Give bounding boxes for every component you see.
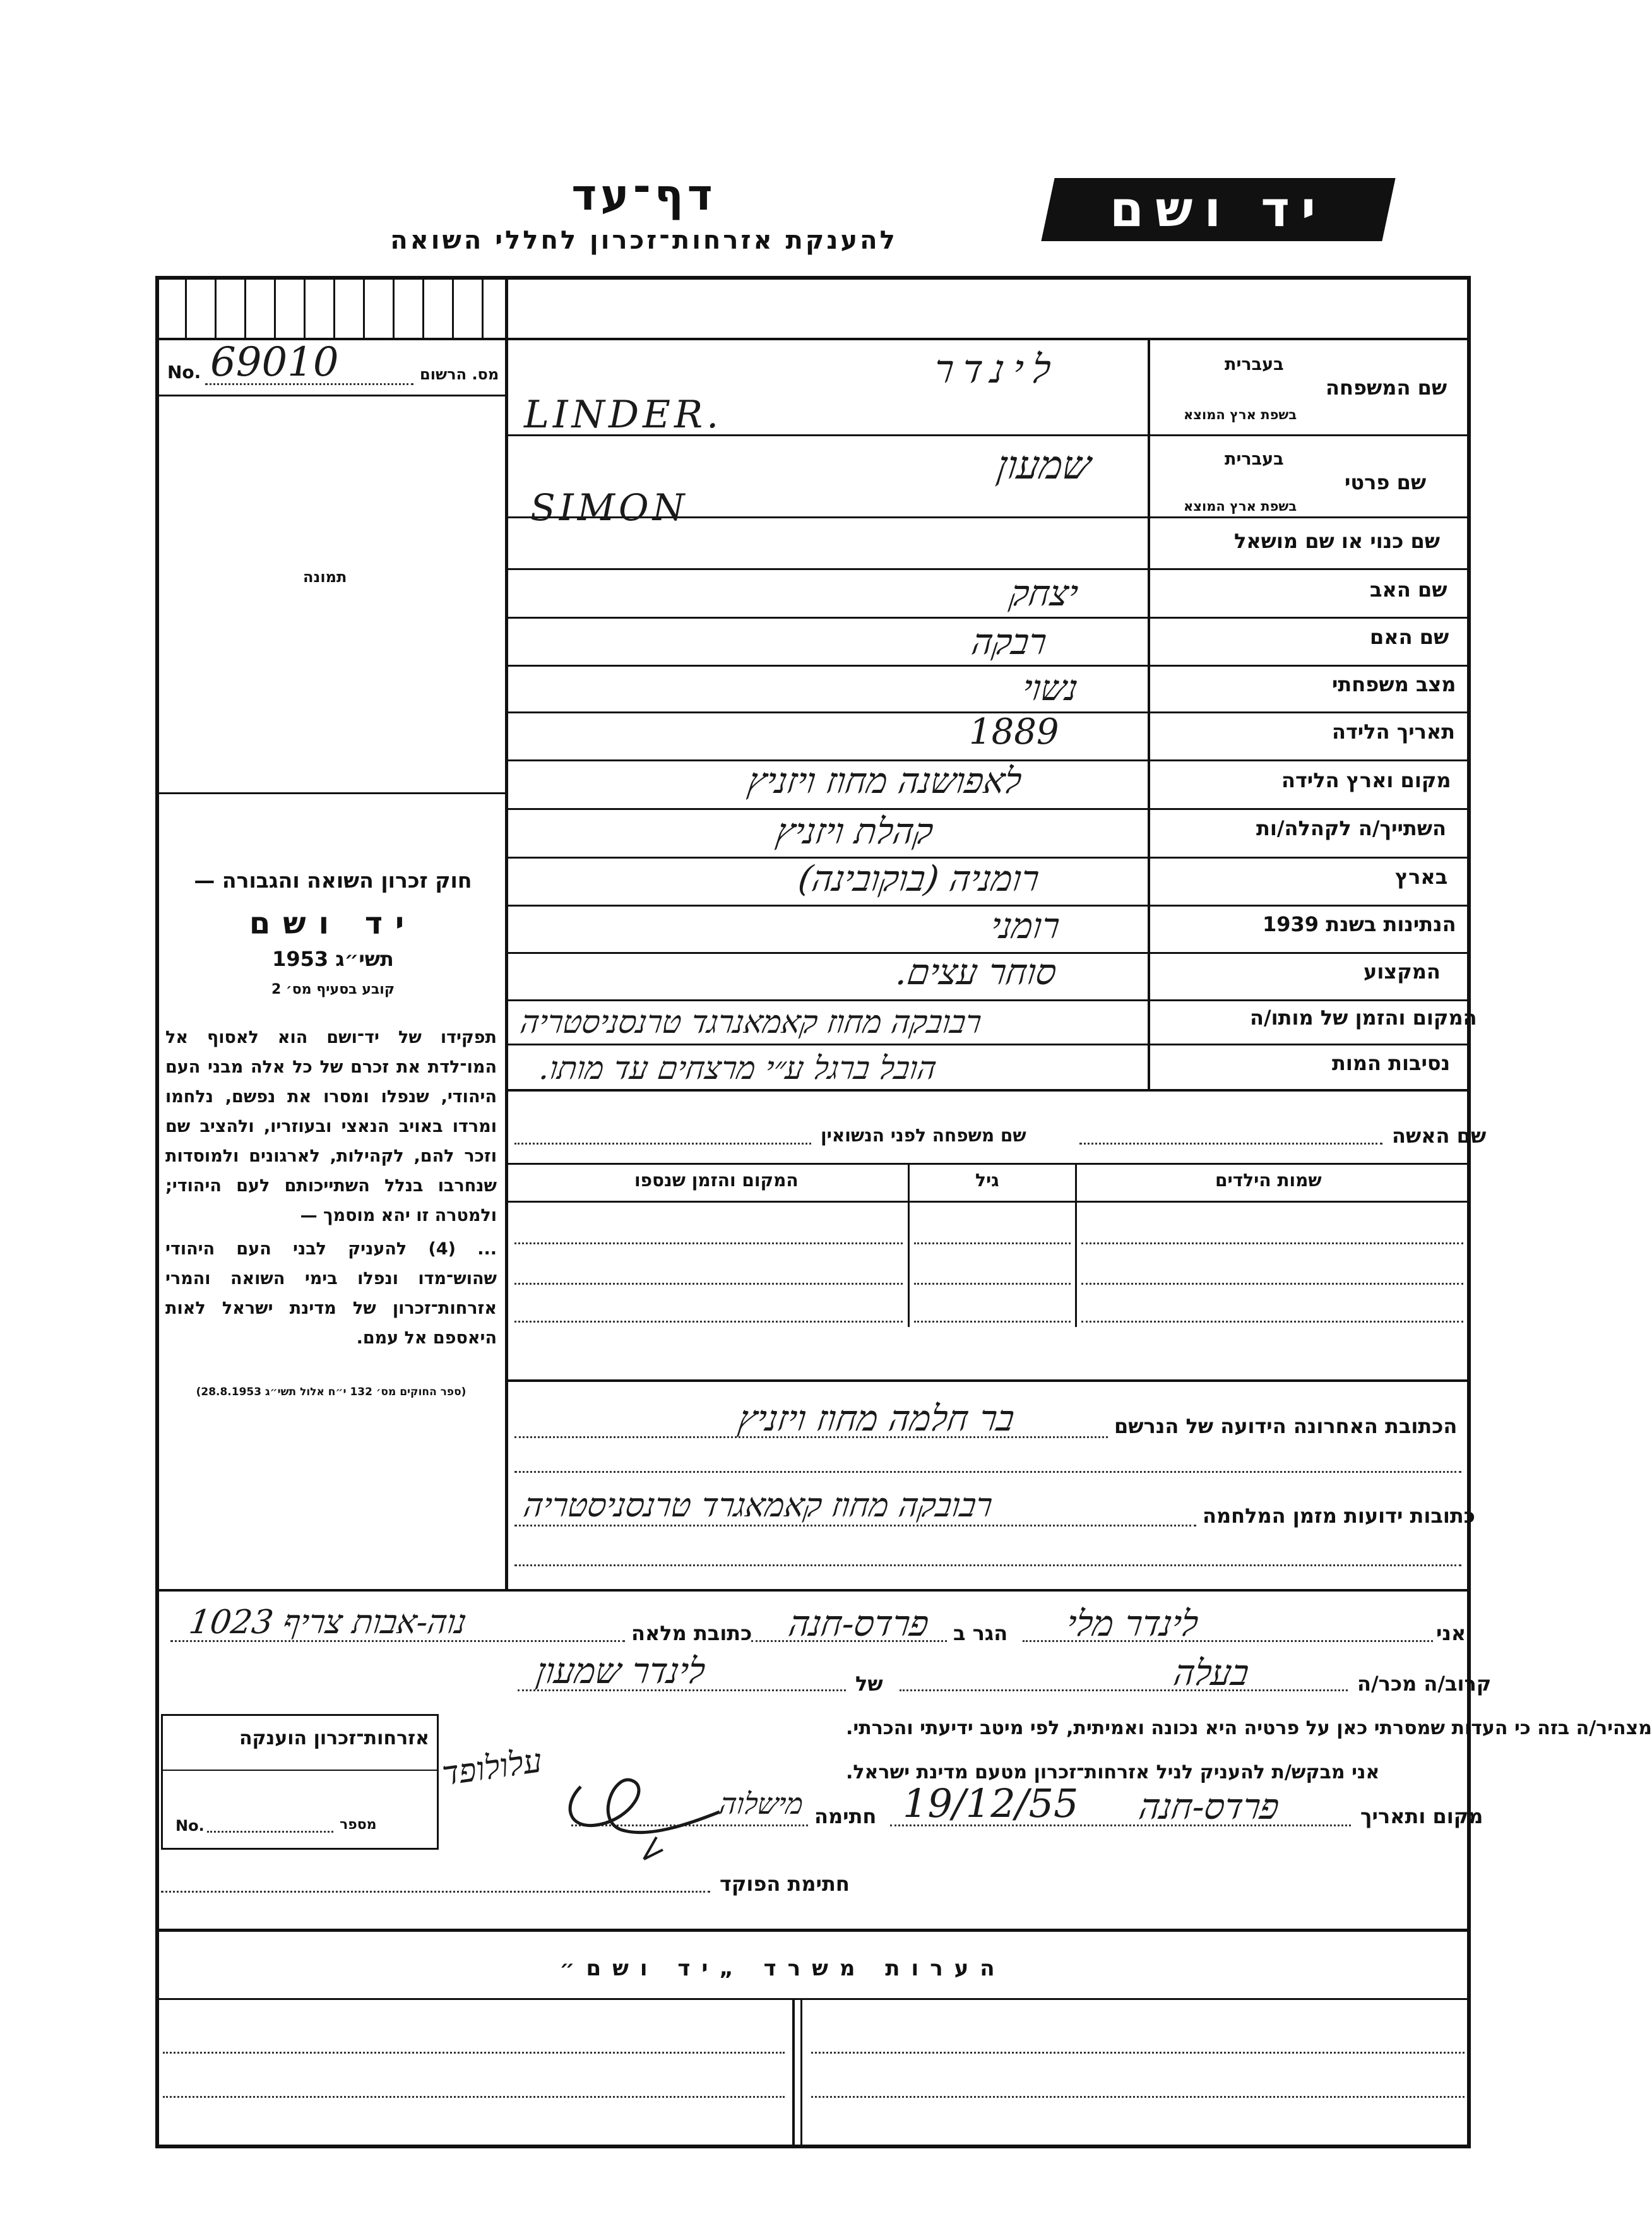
law-paragraph-1: תפקידו של יד־ושם הוא לאסוף אל המו־לדת את זכרם של כל אלה מבני העם היהודי, שנפלו ומסרו את נפשם, נלחמו ומרדו באויב הנאצי ובעוזריו, ולהציב שם וזכר להם, לקהילות, לארגונים ולמוסדות שנחרבו בנלל השתייכותם לעם היהודי; ולמטרה זו יהא מוסמך —: [165, 1028, 497, 1225]
stamp-no-label: No.: [175, 1817, 205, 1835]
maiden-name-label: שם משפחה לפני הנשואין: [821, 1125, 1026, 1146]
last-address: בר חלמה מחוז ויזניץ: [735, 1398, 1017, 1439]
officer-signature-label: חתימת הפוקד: [720, 1872, 850, 1896]
statement-1: מצהיר/ה בזה כי העדות שמסרתי כאן על פרטיה היא נכונה ואמיתית, לפי מיטב ידיעתי והכרתי.: [846, 1717, 1652, 1739]
mother-label: שם האם: [1370, 625, 1449, 649]
relation: בעלה: [1171, 1653, 1252, 1694]
residence-city: פרדס-חנה: [786, 1604, 932, 1645]
citizenship-granted-box: [161, 1714, 439, 1850]
profession: סוחר עצים.: [893, 952, 1059, 993]
first-name-origin-sub: בשפת ארץ המוצא: [1184, 499, 1297, 514]
relative-label: קרוב/ה מכר/ה: [1357, 1672, 1492, 1696]
first-name-hebrew-sub: בעברית: [1225, 449, 1284, 469]
family-name-label: שם המשפחה: [1326, 376, 1447, 400]
law-paragraph-2: ... (4) להעניק לבני העם היהודי שהוש־מדו ונפלו בימי השואה והמרי אזרחות־זכרון של מדינת ישראל לאות היאספם אל עמם.: [165, 1239, 497, 1348]
community-label: השתייך/ה לקהלה/ות: [1256, 816, 1447, 840]
law-clause: קובע בסעיף מס׳ 2: [271, 982, 395, 997]
statement-2: אני מבקש/ת להעניק לניל אזרחות־זכרון מטעם מדינת ישראל.: [846, 1761, 1380, 1783]
community: קהלת ויזניץ: [773, 811, 936, 852]
extra-handwriting: עלולופד: [439, 1742, 545, 1794]
resides-label: הגר ב: [953, 1621, 1008, 1645]
birthdate-label: תאריך הלידה: [1332, 720, 1456, 744]
birthplace: לאפושנה מחוז ויזניץ: [745, 761, 1025, 802]
first-name-he: שמעון: [994, 442, 1094, 488]
profession-label: המקצוע: [1364, 960, 1441, 984]
reg-no-label-en: No.: [167, 362, 201, 383]
signature-scribble: [556, 1749, 745, 1862]
war-address: רבובקה מחוז קאמאגרד טרנסניסטריה: [521, 1487, 995, 1525]
first-name-label: שם פרטי: [1345, 470, 1427, 494]
family-name-latin: LINDER.: [524, 393, 723, 437]
stamp-number-label: מספר: [340, 1817, 377, 1833]
full-address: נוה-אבות צריף 1023: [186, 1604, 469, 1641]
death-place-label: המקום והזמן של מותו/ה: [1250, 1006, 1477, 1030]
children-names-header: שמות הילדים: [1215, 1170, 1322, 1191]
war-address-label: כתובות ידועות מזמן המלחמה: [1203, 1504, 1475, 1528]
marital-status: נשוי: [1019, 668, 1081, 709]
children-death-header: המקום והזמן שנספו: [634, 1170, 799, 1191]
declarant-name: לינדר מלי: [1064, 1604, 1201, 1645]
form-title: דף־עד: [571, 170, 716, 220]
law-title: חוק זכרון השואה והגבורה —: [194, 868, 472, 893]
law-year: תשי״ג 1953: [272, 947, 394, 971]
declaration-date: 19/12/55: [903, 1780, 1079, 1826]
registration-number: 69010: [210, 339, 339, 386]
form-subtitle: להענקת אזרחות־זכרון לחללי השואה: [390, 226, 898, 255]
family-name-he: לינדר: [930, 346, 1063, 392]
photo-label: תמונה: [303, 568, 347, 586]
citizenship-label: הנתינות בשנת 1939: [1263, 912, 1456, 936]
family-name-hebrew-sub: בעברית: [1225, 355, 1284, 374]
mother-name: רבקה: [969, 622, 1049, 663]
father-label: שם האב: [1370, 578, 1447, 602]
logo-text: יד ושם: [1109, 181, 1328, 238]
father-name: יצחק: [1007, 573, 1081, 614]
birthplace-label: מקום וארץ הלידה: [1281, 768, 1451, 792]
marital-label: מצב משפחתי: [1332, 672, 1456, 696]
law-source: (ספר החוקים מס׳ 132 י״ח אלול תשי״ג 28.8.1953): [196, 1386, 466, 1398]
last-address-label: הכתובת האחרונה הידועה של הנרשם: [1114, 1414, 1458, 1438]
children-age-header: גיל: [975, 1170, 999, 1191]
country-label: בארץ: [1395, 865, 1448, 889]
death-circumstances-label: נסיבות המות: [1332, 1051, 1451, 1075]
death-circumstances: הובל ברגל ע״י מרצחים עד מותו.: [537, 1050, 939, 1086]
death-place: רבובקה מחוז קאמאנרגד טרנסניסטריה: [518, 1004, 984, 1040]
signature-label: חתימה: [814, 1804, 877, 1828]
registration-number-row: [161, 339, 502, 391]
place-date-label: מקום ותאריך: [1360, 1804, 1483, 1828]
citizenship: רומני: [988, 906, 1062, 947]
country: רומניה (בוקובינה): [795, 859, 1042, 900]
yad-vashem-logo: [1041, 178, 1395, 241]
first-name-latin: SIMON: [530, 486, 689, 529]
reg-no-label-he: מס. הרשום: [420, 366, 499, 383]
of-name: לינדר שמעון: [533, 1651, 708, 1692]
wife-label: שם האשה: [1392, 1124, 1487, 1148]
declaration-place: פרדס-חנה: [1136, 1787, 1282, 1828]
full-address-label: כתובת מלאה: [631, 1621, 752, 1645]
of-label: של: [855, 1672, 883, 1696]
family-name-origin-sub: בשפת ארץ המוצא: [1184, 407, 1297, 422]
law-name: יד ושם: [249, 906, 417, 941]
nickname-label: שם כנוי או שם מושאל: [1234, 529, 1441, 553]
birthdate: 1889: [969, 711, 1059, 753]
stamp-title: אזרחות־זכרון הוענקה: [239, 1727, 429, 1749]
signature: מישלוה: [717, 1787, 805, 1821]
notes-title: הערות משרד „יד ושם״: [559, 1956, 1006, 1981]
i-label: אני: [1436, 1621, 1466, 1645]
